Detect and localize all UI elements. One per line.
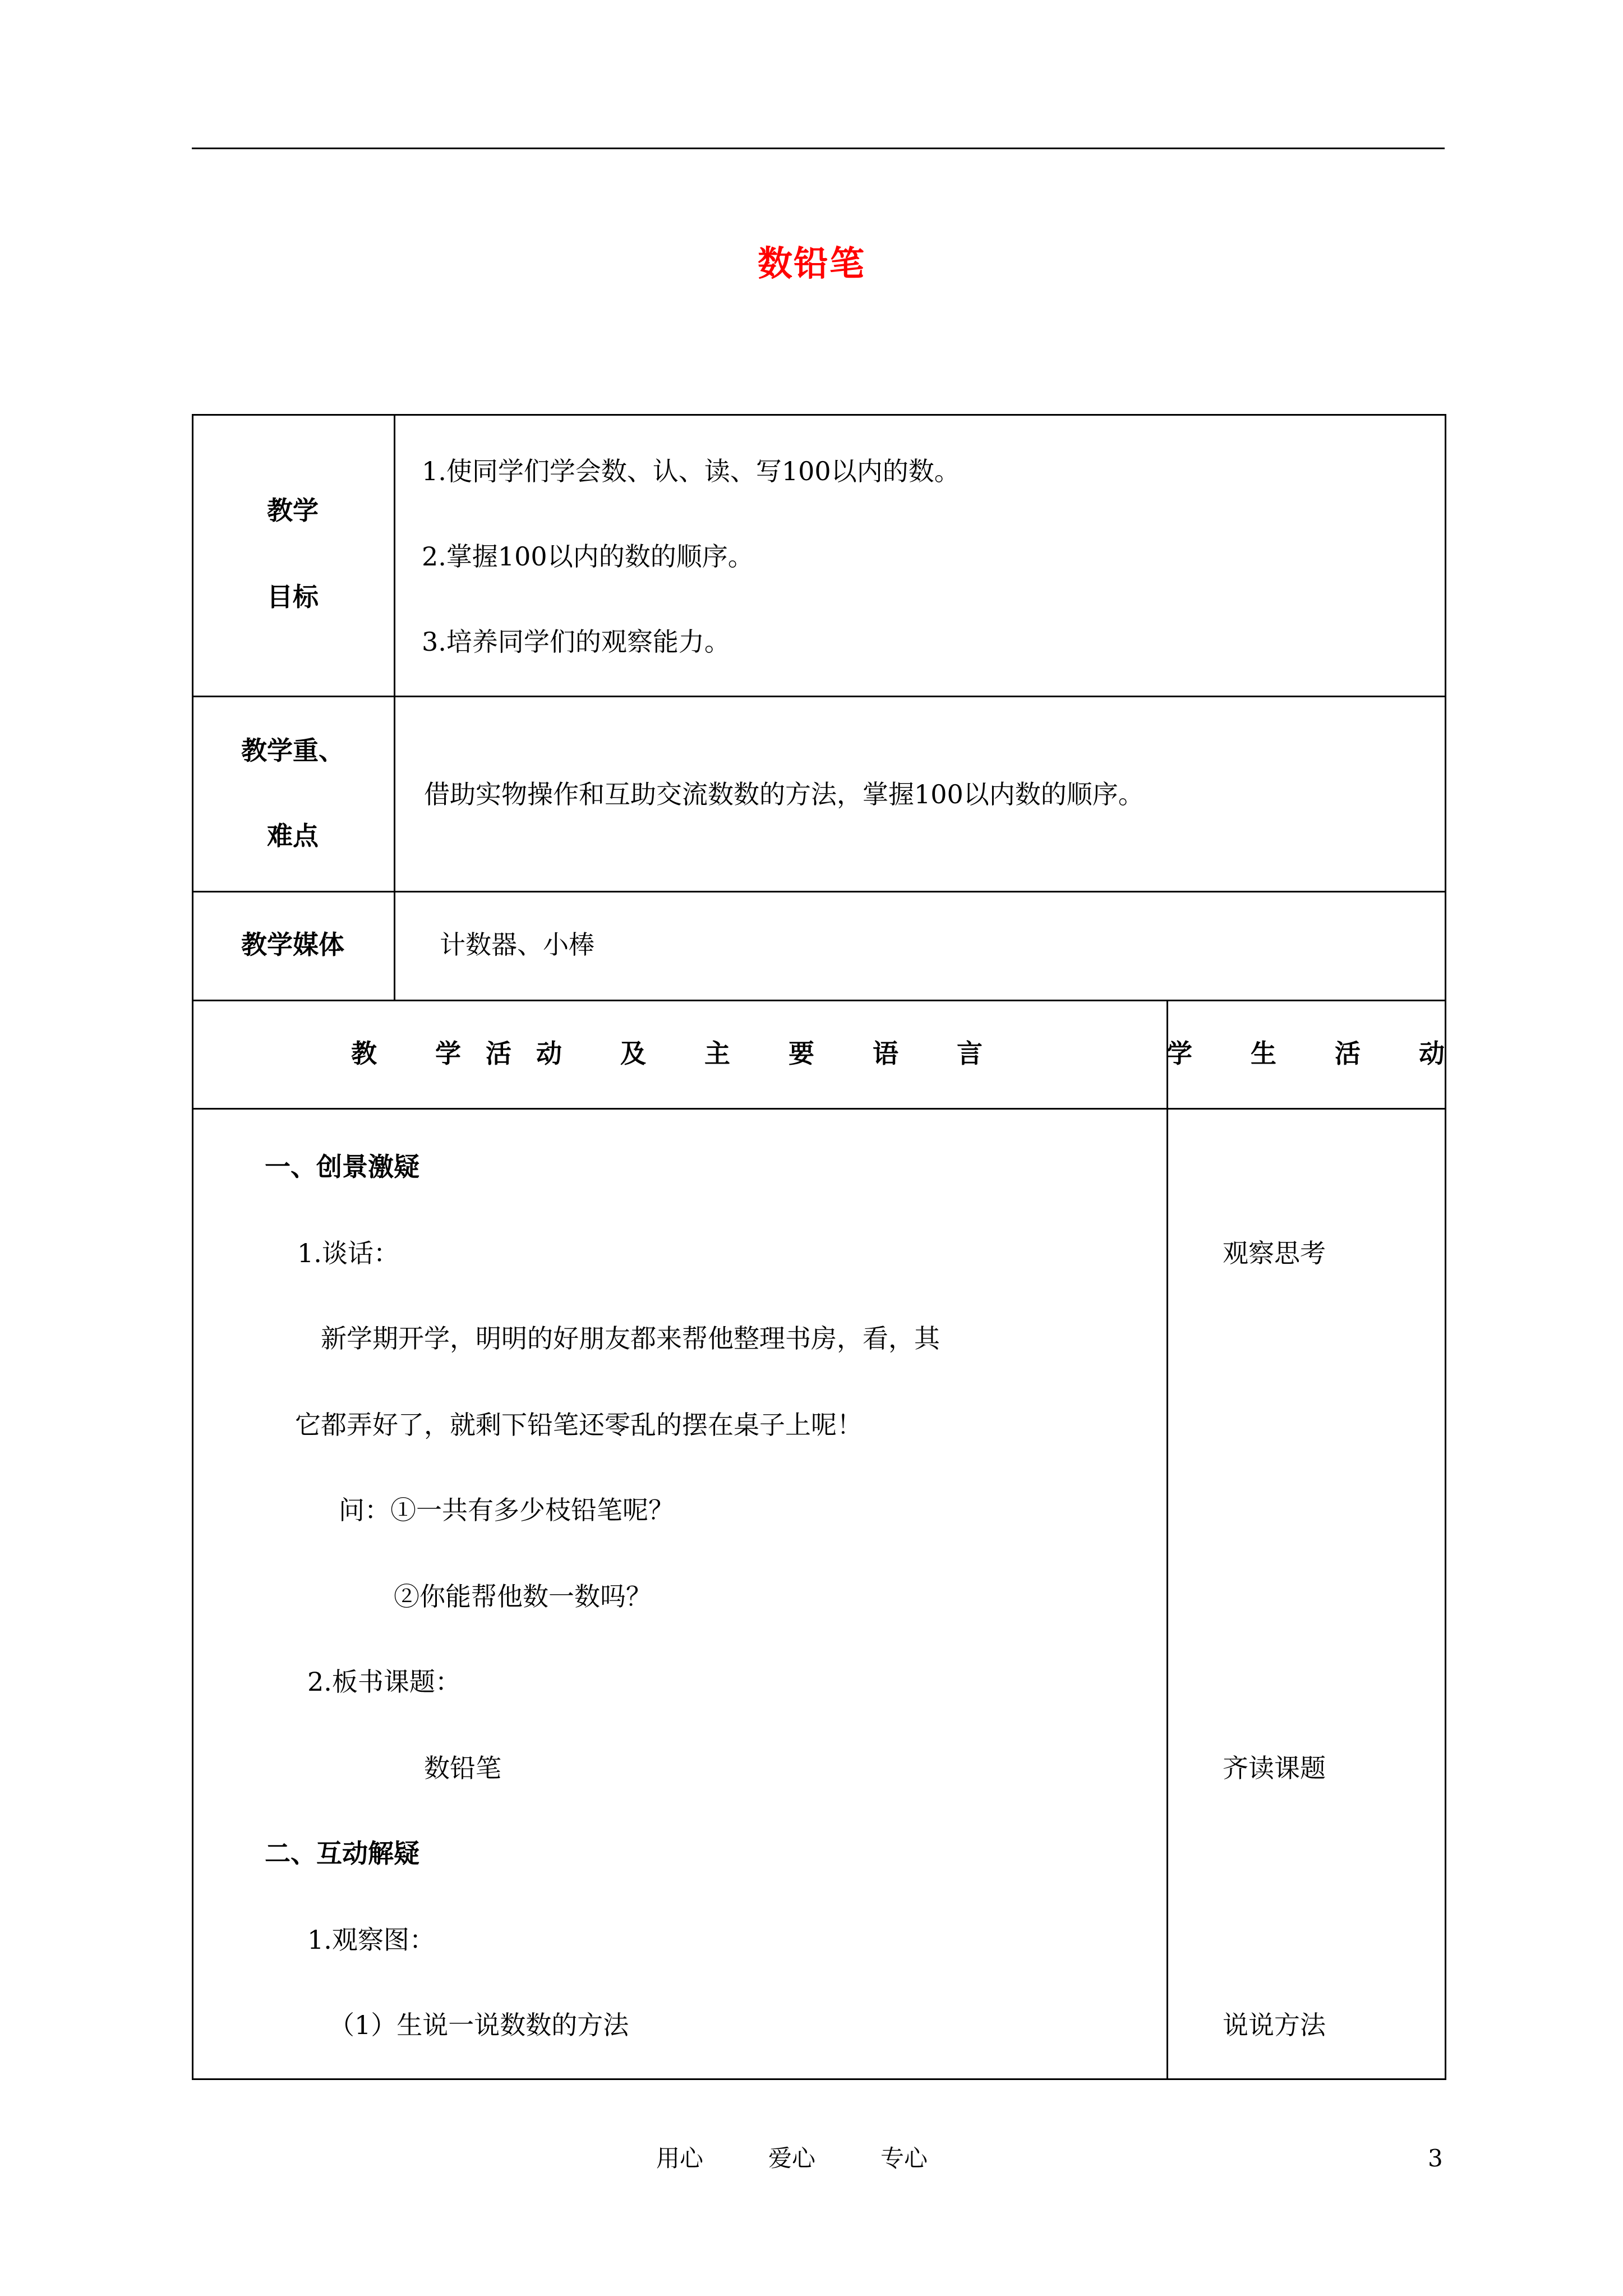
footer-motto: 爱心 (768, 2145, 816, 2172)
footer-motto: 专心 (880, 2145, 928, 2172)
student-activity: 观察思考 (1223, 1238, 1326, 1268)
media-label: 教学媒体 (241, 930, 344, 960)
section-heading: 二、互动解疑 (265, 1838, 419, 1869)
body-subitem: （1）生说一说数数的方法 (329, 2010, 629, 2040)
objective-item: 3.培养同学们的观察能力。 (422, 627, 730, 657)
board-topic: 数铅笔 (424, 1753, 501, 1783)
footer-motto: 用心 (656, 2145, 704, 2172)
table-border-right (1445, 414, 1446, 2080)
media-text: 计数器、小棒 (440, 930, 594, 960)
question: 问：①一共有多少枝铅笔呢？ (339, 1495, 674, 1525)
body-paragraph: 新学期开学，明明的好朋友都来帮他整理书房，看，其 (321, 1323, 940, 1354)
key-points-label-line2: 难点 (267, 821, 319, 851)
body-item: 1.谈话： (297, 1238, 399, 1268)
objective-item: 2.掌握100以内的数的顺序。 (422, 541, 754, 572)
row-divider (192, 891, 1446, 892)
key-points-text: 借助实物操作和互助交流数数的方法，掌握100以内数的顺序。 (424, 779, 1144, 809)
objective-item: 1.使同学们学会数、认、读、写100以内的数。 (422, 456, 960, 486)
body-item: 2.板书课题： (307, 1667, 461, 1697)
teaching-activities-header: 教 学活动 及 主 要 语 言 (351, 1038, 1008, 1069)
key-points-label: 教学重、 (241, 735, 344, 766)
row-divider (192, 1108, 1446, 1110)
body-item: 1.观察图： (307, 1925, 435, 1955)
table-border-left (192, 414, 193, 2080)
student-column-divider (1166, 1000, 1168, 2078)
table-border-top (192, 414, 1446, 416)
table-border-bottom (192, 2078, 1446, 2080)
label-column-divider (394, 414, 395, 1000)
objectives-label: 教学 (267, 495, 319, 526)
student-activity: 齐读课题 (1223, 1753, 1326, 1783)
student-activity: 说说方法 (1223, 2010, 1326, 2040)
page-number: 3 (1428, 2145, 1443, 2172)
student-activities-header: 学 生 活 动 (1166, 1038, 1470, 1069)
page-title: 数铅笔 (757, 243, 865, 284)
row-divider (192, 696, 1446, 697)
body-paragraph: 它都弄好了，就剩下铅笔还零乱的摆在桌子上呢！ (295, 1410, 863, 1440)
question: ②你能帮他数一数吗？ (394, 1581, 652, 1612)
header-rule (192, 148, 1445, 149)
section-heading: 一、创景激疑 (265, 1152, 419, 1182)
objectives-label-line2: 目标 (267, 582, 319, 612)
row-divider (192, 1000, 1446, 1001)
